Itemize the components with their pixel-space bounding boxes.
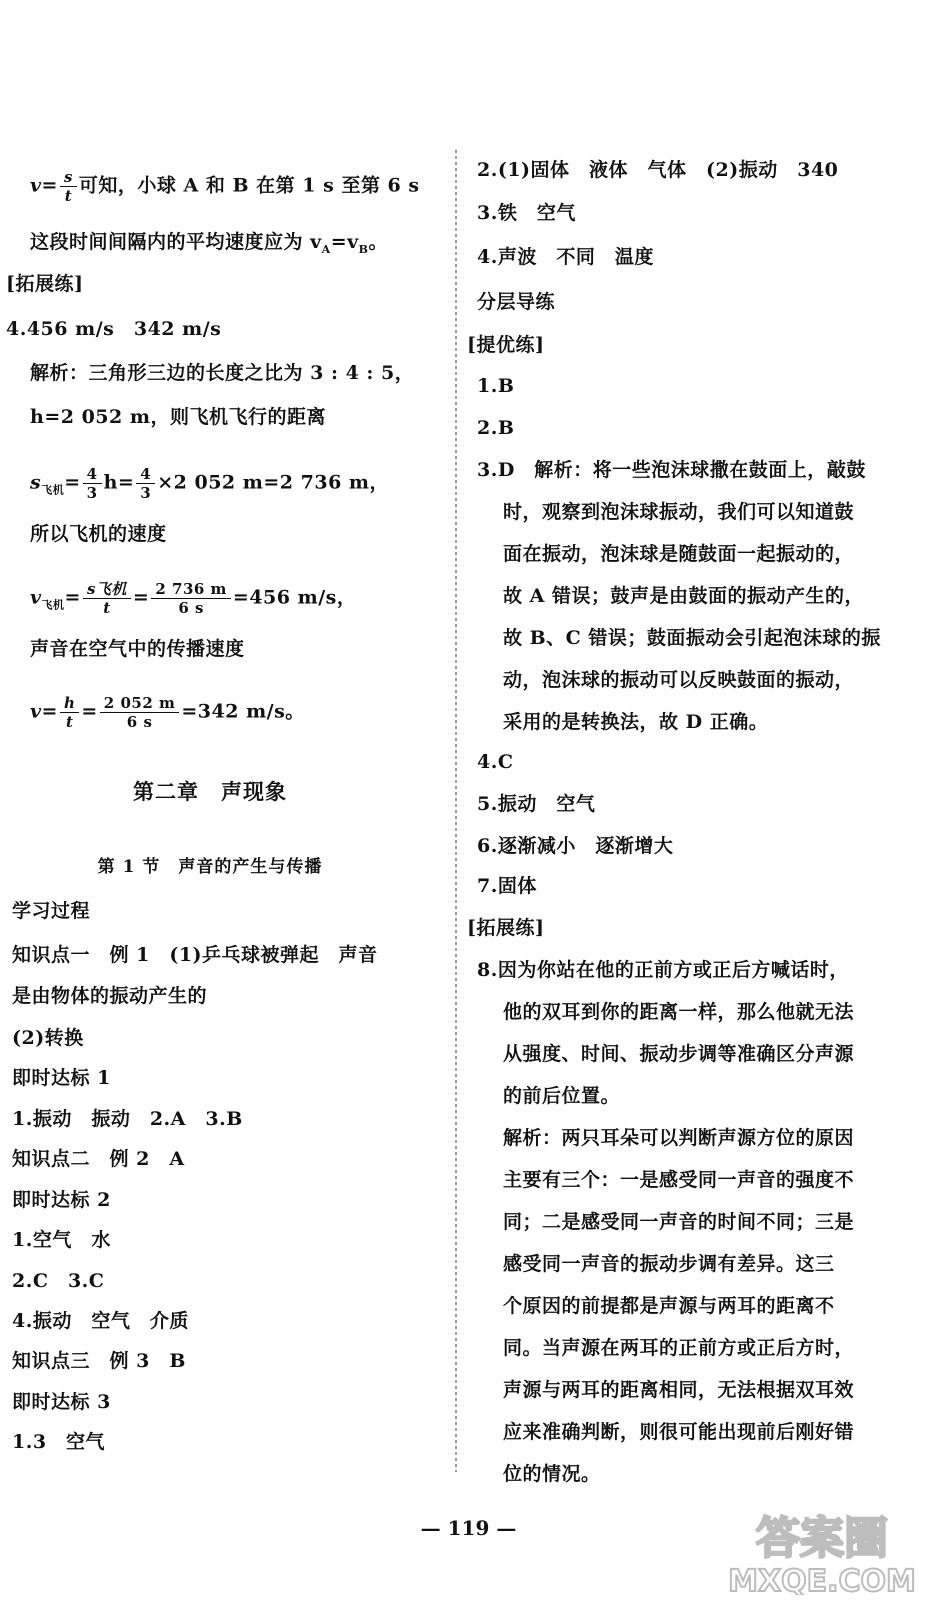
- formula-line-plane-speed: $v_{飞机}=$ $\frac{\text{s飞机}}{t}$ = $\frac{2 736 m}{6 s}$ =456 m/s，: [30, 580, 357, 617]
- answer-line: 2.C 3.C: [12, 1270, 105, 1292]
- text-line: 应来准确判断，则很可能出现前后刚好错: [503, 1421, 855, 1443]
- answer-line: 4.C: [477, 751, 514, 773]
- answer-line: 2.B: [477, 417, 515, 439]
- column-divider: [455, 150, 457, 1472]
- fraction-4-over-3: $\frac{4}{3}$: [136, 465, 155, 502]
- knowledge-point-2: 知识点二 例 2 A: [12, 1148, 185, 1170]
- fraction-distance-over-time: $\frac{2 052 m}{6 s}$: [100, 694, 180, 731]
- fraction-h-over-t: $\frac{h}{t}$: [60, 694, 79, 731]
- answer-line: 4.振动 空气 介质: [12, 1310, 189, 1332]
- fraction-s-over-t: $\frac{s}{t}$: [60, 168, 77, 205]
- text-line: 从强度、时间、振动步调等准确区分声源: [503, 1043, 855, 1065]
- fraction-s-over-t: $\frac{\text{s飞机}}{t}$: [83, 580, 131, 617]
- section-title: 第 1 节 声音的产生与传播: [97, 857, 323, 877]
- text-line: 位的情况。: [503, 1463, 601, 1485]
- answer-item-8: 8.因为你站在他的正前方或正后方喊话时，: [477, 959, 849, 981]
- text-line: 声源与两耳的距离相同，无法根据双耳效: [503, 1379, 855, 1401]
- text-line: 个原因的前提都是声源与两耳的距离不: [503, 1295, 835, 1317]
- page-number: — 119 —: [420, 1516, 517, 1540]
- heading-learning-process: 学习过程: [12, 900, 91, 922]
- text-line: 感受同一声音的振动步调有差异。这三: [503, 1253, 835, 1275]
- section-label-advanced: [提优练]: [467, 334, 545, 356]
- text-line: 面在振动，泡沫球是随鼓面一起振动的，: [503, 543, 855, 565]
- text: 可知，小球 A 和 B 在第 1 s 至第 6 s: [78, 174, 420, 197]
- text-line: h=2 052 m，则飞机飞行的距离: [30, 406, 326, 428]
- chapter-title: 第二章 声现象: [133, 779, 287, 804]
- fraction-4-over-3: $\frac{4}{3}$: [83, 465, 102, 502]
- text-line: 时，观察到泡沫球振动，我们可以知道鼓: [503, 501, 855, 523]
- answer-item-4: 4.声波 不同 温度: [477, 246, 654, 268]
- text-line: 这段时间间隔内的平均速度应为 $v_A=v_B$。: [30, 231, 388, 256]
- knowledge-point-1: 知识点一 例 1 (1)乒乓球被弹起 声音: [12, 944, 378, 966]
- answer-line: 1.振动 振动 2.A 3.B: [12, 1108, 243, 1130]
- analysis-text: 解析：三角形三边的长度之比为 3 : 4 : 5，: [30, 362, 415, 384]
- formula-text: v=: [30, 174, 58, 197]
- heading-instant-check-1: 即时达标 1: [12, 1067, 111, 1089]
- formula-line-sound-speed: v= $\frac{h}{t}$ = $\frac{2 052 m}{6 s}$ =342 m/s。: [30, 694, 305, 731]
- answer-item-3: 3.铁 空气: [477, 202, 576, 224]
- heading-instant-check-3: 即时达标 3: [12, 1391, 111, 1413]
- answer-line: 1.B: [477, 375, 515, 397]
- answer-item-4: 4.456 m/s 342 m/s: [6, 318, 222, 340]
- text-line: 动，泡沫球的振动可以反映鼓面的振动，: [503, 669, 855, 691]
- answer-line: 5.振动 空气: [477, 793, 596, 815]
- section-label-extension: [拓展练]: [6, 273, 84, 295]
- site-watermark-logo: [712, 1495, 932, 1595]
- heading-layered-practice: 分层导练: [477, 291, 556, 313]
- section-label-extension: [拓展练]: [467, 917, 545, 939]
- heading-instant-check-2: 即时达标 2: [12, 1189, 111, 1211]
- answer-line: 6.逐渐减小 逐渐增大: [477, 835, 674, 857]
- text-line: 同；二是感受同一声音的时间不同；三是: [503, 1211, 855, 1233]
- fraction-distance-over-time: $\frac{2 736 m}{6 s}$: [151, 580, 231, 617]
- text-line: 他的双耳到你的距离一样，那么他就无法: [503, 1001, 855, 1023]
- text-line: 采用的是转换法，故 D 正确。: [503, 711, 769, 733]
- watermark-text: 答案圈: [756, 1513, 888, 1564]
- text-line: 故 A 错误；鼓声是由鼓面的振动产生的，: [503, 585, 864, 607]
- text-line: 同。当声源在两耳的正前方或正后方时，: [503, 1337, 855, 1359]
- text-line: 所以飞机的速度: [30, 523, 167, 545]
- watermark-domain: MXQE.COM: [728, 1564, 916, 1595]
- text-line: 是由物体的振动产生的: [12, 985, 208, 1007]
- answer-line: 7.固体: [477, 875, 537, 897]
- formula-line-distance: $s_{飞机}=$ $\frac{4}{3}$ h= $\frac{4}{3}$ ×2 052 m=2 736 m，: [30, 465, 390, 502]
- analysis-text: 解析：两只耳朵可以判断声源方位的原因: [503, 1127, 855, 1149]
- formula-line-velocity: [30, 168, 420, 205]
- text-line: 故 B、C 错误；鼓面振动会引起泡沫球的振: [503, 627, 881, 649]
- text-line: (2)转换: [12, 1027, 84, 1049]
- answer-line: 1.3 空气: [12, 1431, 106, 1453]
- knowledge-point-3: 知识点三 例 3 B: [12, 1350, 186, 1372]
- answer-line: 1.空气 水: [12, 1229, 111, 1251]
- answer-item-2: 2.(1)固体 液体 气体 (2)振动 340: [477, 159, 839, 181]
- text-line: 主要有三个：一是感受同一声音的强度不: [503, 1169, 855, 1191]
- text-line: 的前后位置。: [503, 1085, 621, 1107]
- text-line: 声音在空气中的传播速度: [30, 638, 245, 660]
- answer-item-3-analysis: 3.D 解析：将一些泡沫球撒在鼓面上，敲鼓: [477, 459, 866, 481]
